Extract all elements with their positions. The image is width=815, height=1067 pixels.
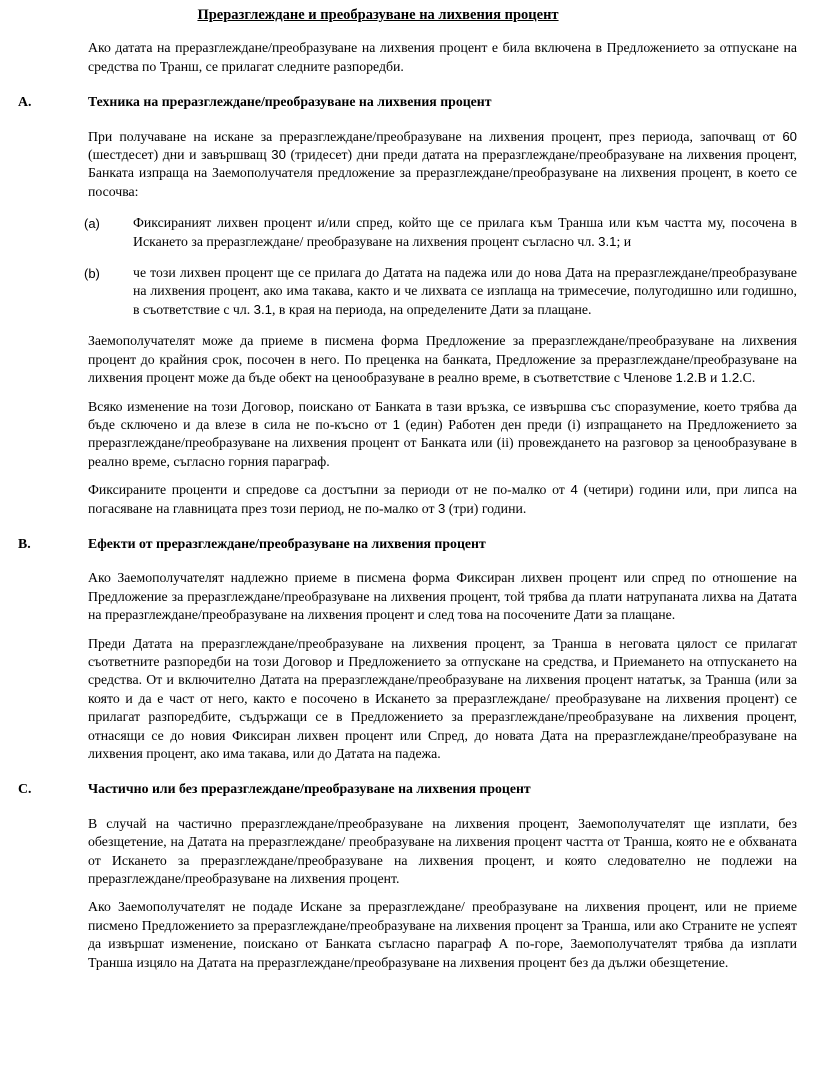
section-c-content — [88, 780, 797, 972]
body-paragraph: Всяко изменение на този Договор, поискано от Банката в тази връзка, се извършва със споразумение, което трябва да бъде сключено и да влезе в сила не по-късно от 1 (един) Работен ден преди (i) изпращането на Предложението за преразглеждане/преобразуване на лихвения процент от Банката или (ii) провеждането на разговор за ценообразуване в реално време, съгласно горния параграф. — [88, 398, 797, 469]
body-paragraph: Заемополучателят може да приеме в писмена форма Предложение за преразглеждане/преобразуване на лихвения процент до крайния срок, посочен в него. По преценка на банката, Предложение за преразглеждане/преобразуване на лихвения процент може да бъде обект на ценообразуване в реално време, в съответствие с Членове 1.2.В и 1.2.С. — [88, 333, 797, 386]
section-b-heading: Ефекти от преразглеждане/преобразуване на лихвения процент — [88, 535, 486, 551]
section-a-heading: Техника на преразглеждане/преобразуване на лихвения процент — [88, 94, 492, 110]
body-paragraph: При получаване на искане за преразглеждане/преобразуване на лихвения процент, през периода, започващ от 60 (шестдесет) дни и завършващ 30 (тридесет) дни преди датата на преразглеждане/преобразуване на лихвения процент, Банката изпраща на Заемополучателя предложение за преразглеждане/преобразуване на лихвения процент, в което се посочва: — [88, 128, 797, 199]
section-b-content — [88, 535, 797, 763]
section-c — [18, 780, 797, 972]
body-paragraph: Преди Датата на преразглеждане/преобразуване на лихвения процент, за Транша в неговата цялост се прилагат съответните разпоредби на този Договор и Предложението за отпускане на средства, и Приемането на отпускането на средства. От и включително Датата на преразглеждане/преобразуване на лихвения процент нататък, за Транша (или за която и да е част от него, както е посочено в Искането за преразглеждане/ преобразуване на лихвения процент) се прилагат разпоредбите, съдържащи се в Предложението за преразглеждане/преобразуване на лихвения процент, отнасящи се до новия Фиксиран лихвен процент или Спред, до новата Дата на преразглеждане/преобразуване на лихвения процент, ако има такава, или до Датата на падежа. — [88, 635, 797, 761]
body-paragraph: Фиксираните проценти и спредове са достъпни за периоди от не по-малко от 4 (четири) години или, при липса на погасяване на главницата през този период, не по-малко от 3 (три) години. — [88, 482, 797, 516]
section-a-content — [84, 93, 797, 518]
document-title: Преразглеждане и преобразуване на лихвения процент — [197, 7, 559, 23]
list-item-b-marker: (b) — [84, 265, 100, 281]
section-c-letter: C. — [18, 781, 32, 797]
section-c-heading: Частично или без преразглеждане/преобразуване на лихвения процент — [88, 781, 531, 797]
section-b-letter: B. — [18, 535, 31, 551]
body-paragraph: Ако Заемополучателят не подаде Искане за преразглеждане/ преобразуване на лихвения процент, или не приеме писмено Предложението за преразглеждане/преобразуване на лихвения процент за Транша, или ако Страните не успеят да извършат изменение, поискано от Банката съгласно параграф А по-горе, Заемополучателят трябва да изплати Транша изцяло на Датата на преразглеждане/преобразуване на лихвения процент без да дължи обезщетение. — [88, 899, 797, 970]
body-paragraph: Ако Заемополучателят надлежно приеме в писмена форма Фиксиран лихвен процент или спред по отношение на Предложение за преразглеждане/преобразуване на лихвения процент, той трябва да плати натрупаната лихва на Датата на преразглеждане/преобразуване на лихвения процент и след това на посочените Дати за плащане. — [88, 570, 797, 623]
body-paragraph: В случай на частично преразглеждане/преобразуване на лихвения процент, Заемополучателят ще изплати, без обезщетение, на Датата на преразглеждане/ преобразуване на лихвения процент частта от Транша, която не е обхваната от Искането за преразглеждане/преобразуване на лихвения процент, и която следователно не подлежи на преразглеждане/преобразуване на лихвения процент. — [88, 815, 797, 887]
intro-paragraph: Ако датата на преразглеждане/преобразуване на лихвения процент е била включена в Предложението за отпускане на средства по Транш, се прилагат следните разпоредби. — [88, 40, 797, 74]
list-item-a-text: Фиксираният лихвен процент и/или спред, който ще се прилага към Транша или към частта му, посочена в Искането за преразглеждане/ преобразуване на лихвения процент съгласно чл. 3.1; и — [133, 215, 797, 249]
list-item-b-text: че този лихвен процент ще се прилага до Датата на падежа или до нова Дата на преразглеждане/преобразуване на лихвения процент, ако има такава, както и че лихвата се изплаща на тримесечие, полугодишно или годишно, в съответствие с чл. 3.1, в края на периода, на определените Дати за плащане. — [133, 265, 797, 317]
list-item-a-marker: (a) — [84, 215, 100, 231]
section-a — [18, 93, 797, 518]
section-b — [18, 535, 797, 763]
section-a-letter: A. — [18, 94, 32, 110]
list-item-b — [84, 264, 797, 319]
list-item-a — [84, 214, 797, 251]
